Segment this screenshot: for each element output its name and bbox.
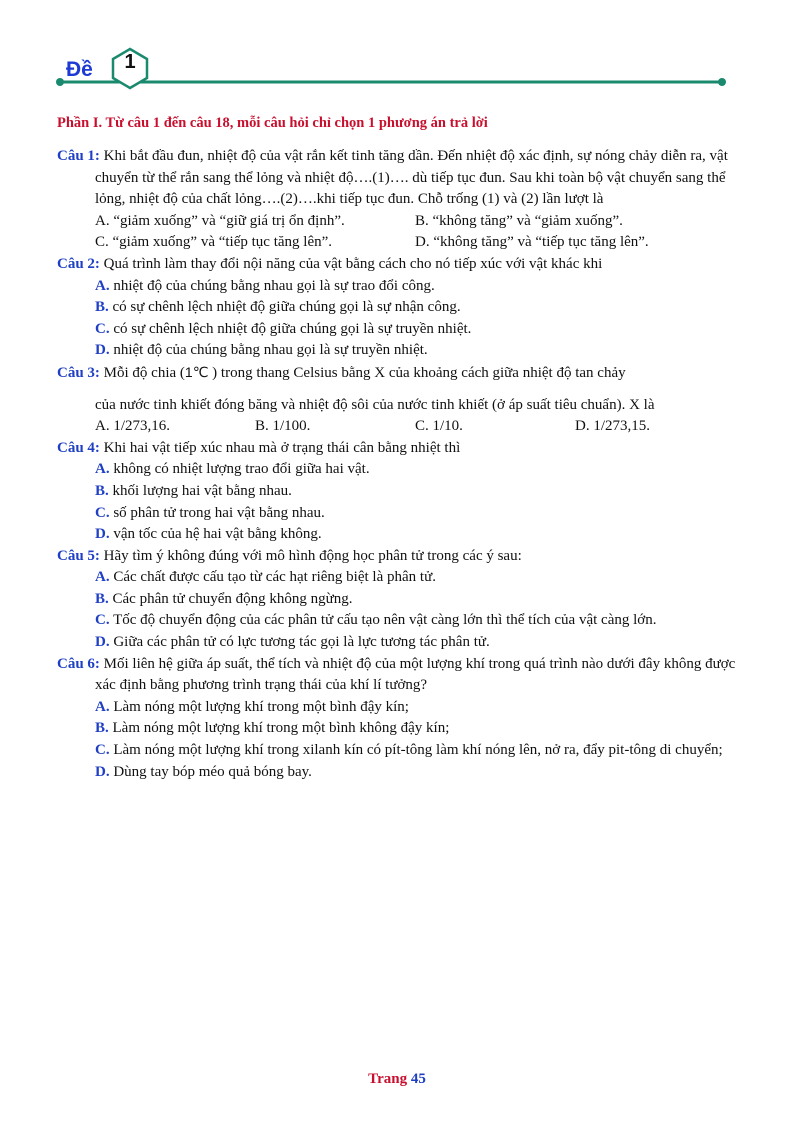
option-c[interactable]: C. có sự chênh lệch nhiệt độ giữa chúng gọi là sự truyền nhiệt. (95, 320, 472, 337)
question-2 (57, 254, 737, 362)
question-4 (57, 438, 737, 546)
question-6 (57, 654, 737, 784)
question-stem-continued: của nước tinh khiết đóng băng và nhiệt độ sôi của nước tinh khiết (ở áp suất tiêu chuẩn). X là (95, 396, 655, 413)
question-stem: Quá trình làm thay đổi nội năng của vật bằng cách cho nó tiếp xúc với vật khác khi (99, 255, 603, 272)
option-d[interactable]: D. vận tốc của hệ hai vật bằng không. (95, 526, 322, 543)
option-c[interactable]: C. số phân tử trong hai vật bằng nhau. (95, 504, 325, 521)
option-d[interactable]: D. Giữa các phân tử có lực tương tác gọi là lực tương tác phân tử. (95, 634, 490, 651)
question-stem: Mối liên hệ giữa áp suất, thể tích và nhiệt độ của một lượng khí trong quá trình nào dưới đây không được xác định bằng phương trình trạng thái của khí lí tưởng? (95, 655, 736, 694)
option-b[interactable]: B. có sự chênh lệch nhiệt độ giữa chúng gọi là sự nhận công. (95, 299, 461, 316)
option-d[interactable]: D. “không tăng” và “tiếp tục tăng lên”. (415, 234, 649, 251)
exam-number-badge: 1 (124, 51, 136, 73)
question-number: Câu 2: (57, 255, 100, 272)
option-c[interactable]: C. 1/10. (415, 418, 463, 435)
question-stem: Khi bắt đầu đun, nhiệt độ của vật rắn kết tinh tăng dần. Đến nhiệt độ xác định, sự nóng chảy diễn ra, vật chuyển từ thể rắn sang thể lỏng và nhiệt độ….(1)…. dù tiếp tục đun. Sau khi toàn bộ vật chuyển sang thể lỏng, nhiệt độ của chất lỏng….(2)….khi tiếp tục đun. Chỗ trống (1) và (2) lần lượt là (95, 148, 728, 208)
option-c[interactable]: C. Làm nóng một lượng khí trong xilanh kín có pít-tông làm khí nóng lên, nở ra, đẩy pit-tông di chuyển; (95, 742, 723, 759)
option-d[interactable]: D. Dùng tay bóp méo quả bóng bay. (95, 763, 312, 780)
question-list (57, 146, 737, 783)
option-b[interactable]: B. “không tăng” và “giảm xuống”. (415, 212, 623, 229)
option-b[interactable]: B. Các phân tử chuyển động không ngừng. (95, 590, 353, 607)
option-a[interactable]: A. Làm nóng một lượng khí trong một bình đậy kín; (95, 698, 409, 715)
question-stem: Khi hai vật tiếp xúc nhau mà ở trạng thái cân bằng nhiệt thì (99, 439, 461, 456)
question-1 (57, 146, 737, 254)
question-number: Câu 1: (57, 148, 100, 164)
page-header (0, 0, 794, 100)
question-stem: Hãy tìm ý không đúng với mô hình động học phân tử trong các ý sau: (99, 547, 522, 564)
option-b[interactable]: B. khối lượng hai vật bằng nhau. (95, 482, 292, 499)
option-b[interactable]: B. Làm nóng một lượng khí trong một bình không đậy kín; (95, 720, 450, 737)
question-3: Câu 3: Mỗi độ chia (1℃ ) trong thang Celsius bằng X của khoảng cách giữa nhiệt độ tan chảy của nước tinh khiết đóng băng và nhiệt độ sôi của nước tinh khiết (ở áp suất tiêu chuẩn). X là A. 1/273,16. B. 1/100. C. 1/10. D. 1/273,15. (57, 362, 737, 438)
exam-label: Đề (66, 58, 93, 81)
header-decoration (0, 0, 794, 100)
option-a[interactable]: A. 1/273,16. (95, 418, 171, 435)
question-5 (57, 546, 737, 654)
option-c[interactable]: C. Tốc độ chuyển động của các phân tử cấu tạo nên vật càng lớn thì thể tích của vật càng lớn. (95, 612, 657, 629)
page-word: Trang (368, 1071, 408, 1087)
celsius-symbol: 1℃ (184, 363, 209, 380)
option-a[interactable]: A. không có nhiệt lượng trao đổi giữa hai vật. (95, 461, 370, 478)
page-number: 45 (410, 1071, 426, 1087)
question-number: Câu 5: (57, 547, 100, 564)
option-a[interactable]: A. nhiệt độ của chúng bằng nhau gọi là sự trao đổi công. (95, 277, 435, 294)
option-a[interactable]: A. Các chất được cấu tạo từ các hạt riêng biệt là phân tử. (95, 569, 436, 586)
page-footer (0, 1071, 794, 1088)
question-number: Câu 4: (57, 439, 100, 456)
option-a[interactable]: A. “giảm xuống” và “giữ giá trị ổn định”. (95, 212, 345, 229)
option-b[interactable]: B. 1/100. (255, 418, 311, 435)
option-c[interactable]: C. “giảm xuống” và “tiếp tục tăng lên”. (95, 234, 333, 251)
section-title: Phần I. Từ câu 1 đến câu 18, mỗi câu hỏi chỉ chọn 1 phương án trả lời (57, 115, 488, 131)
question-number: Câu 3: (57, 364, 100, 381)
option-d[interactable]: D. nhiệt độ của chúng bằng nhau gọi là sự truyền nhiệt. (95, 342, 428, 359)
option-d[interactable]: D. 1/273,15. (575, 418, 651, 435)
question-number: Câu 6: (57, 655, 100, 672)
